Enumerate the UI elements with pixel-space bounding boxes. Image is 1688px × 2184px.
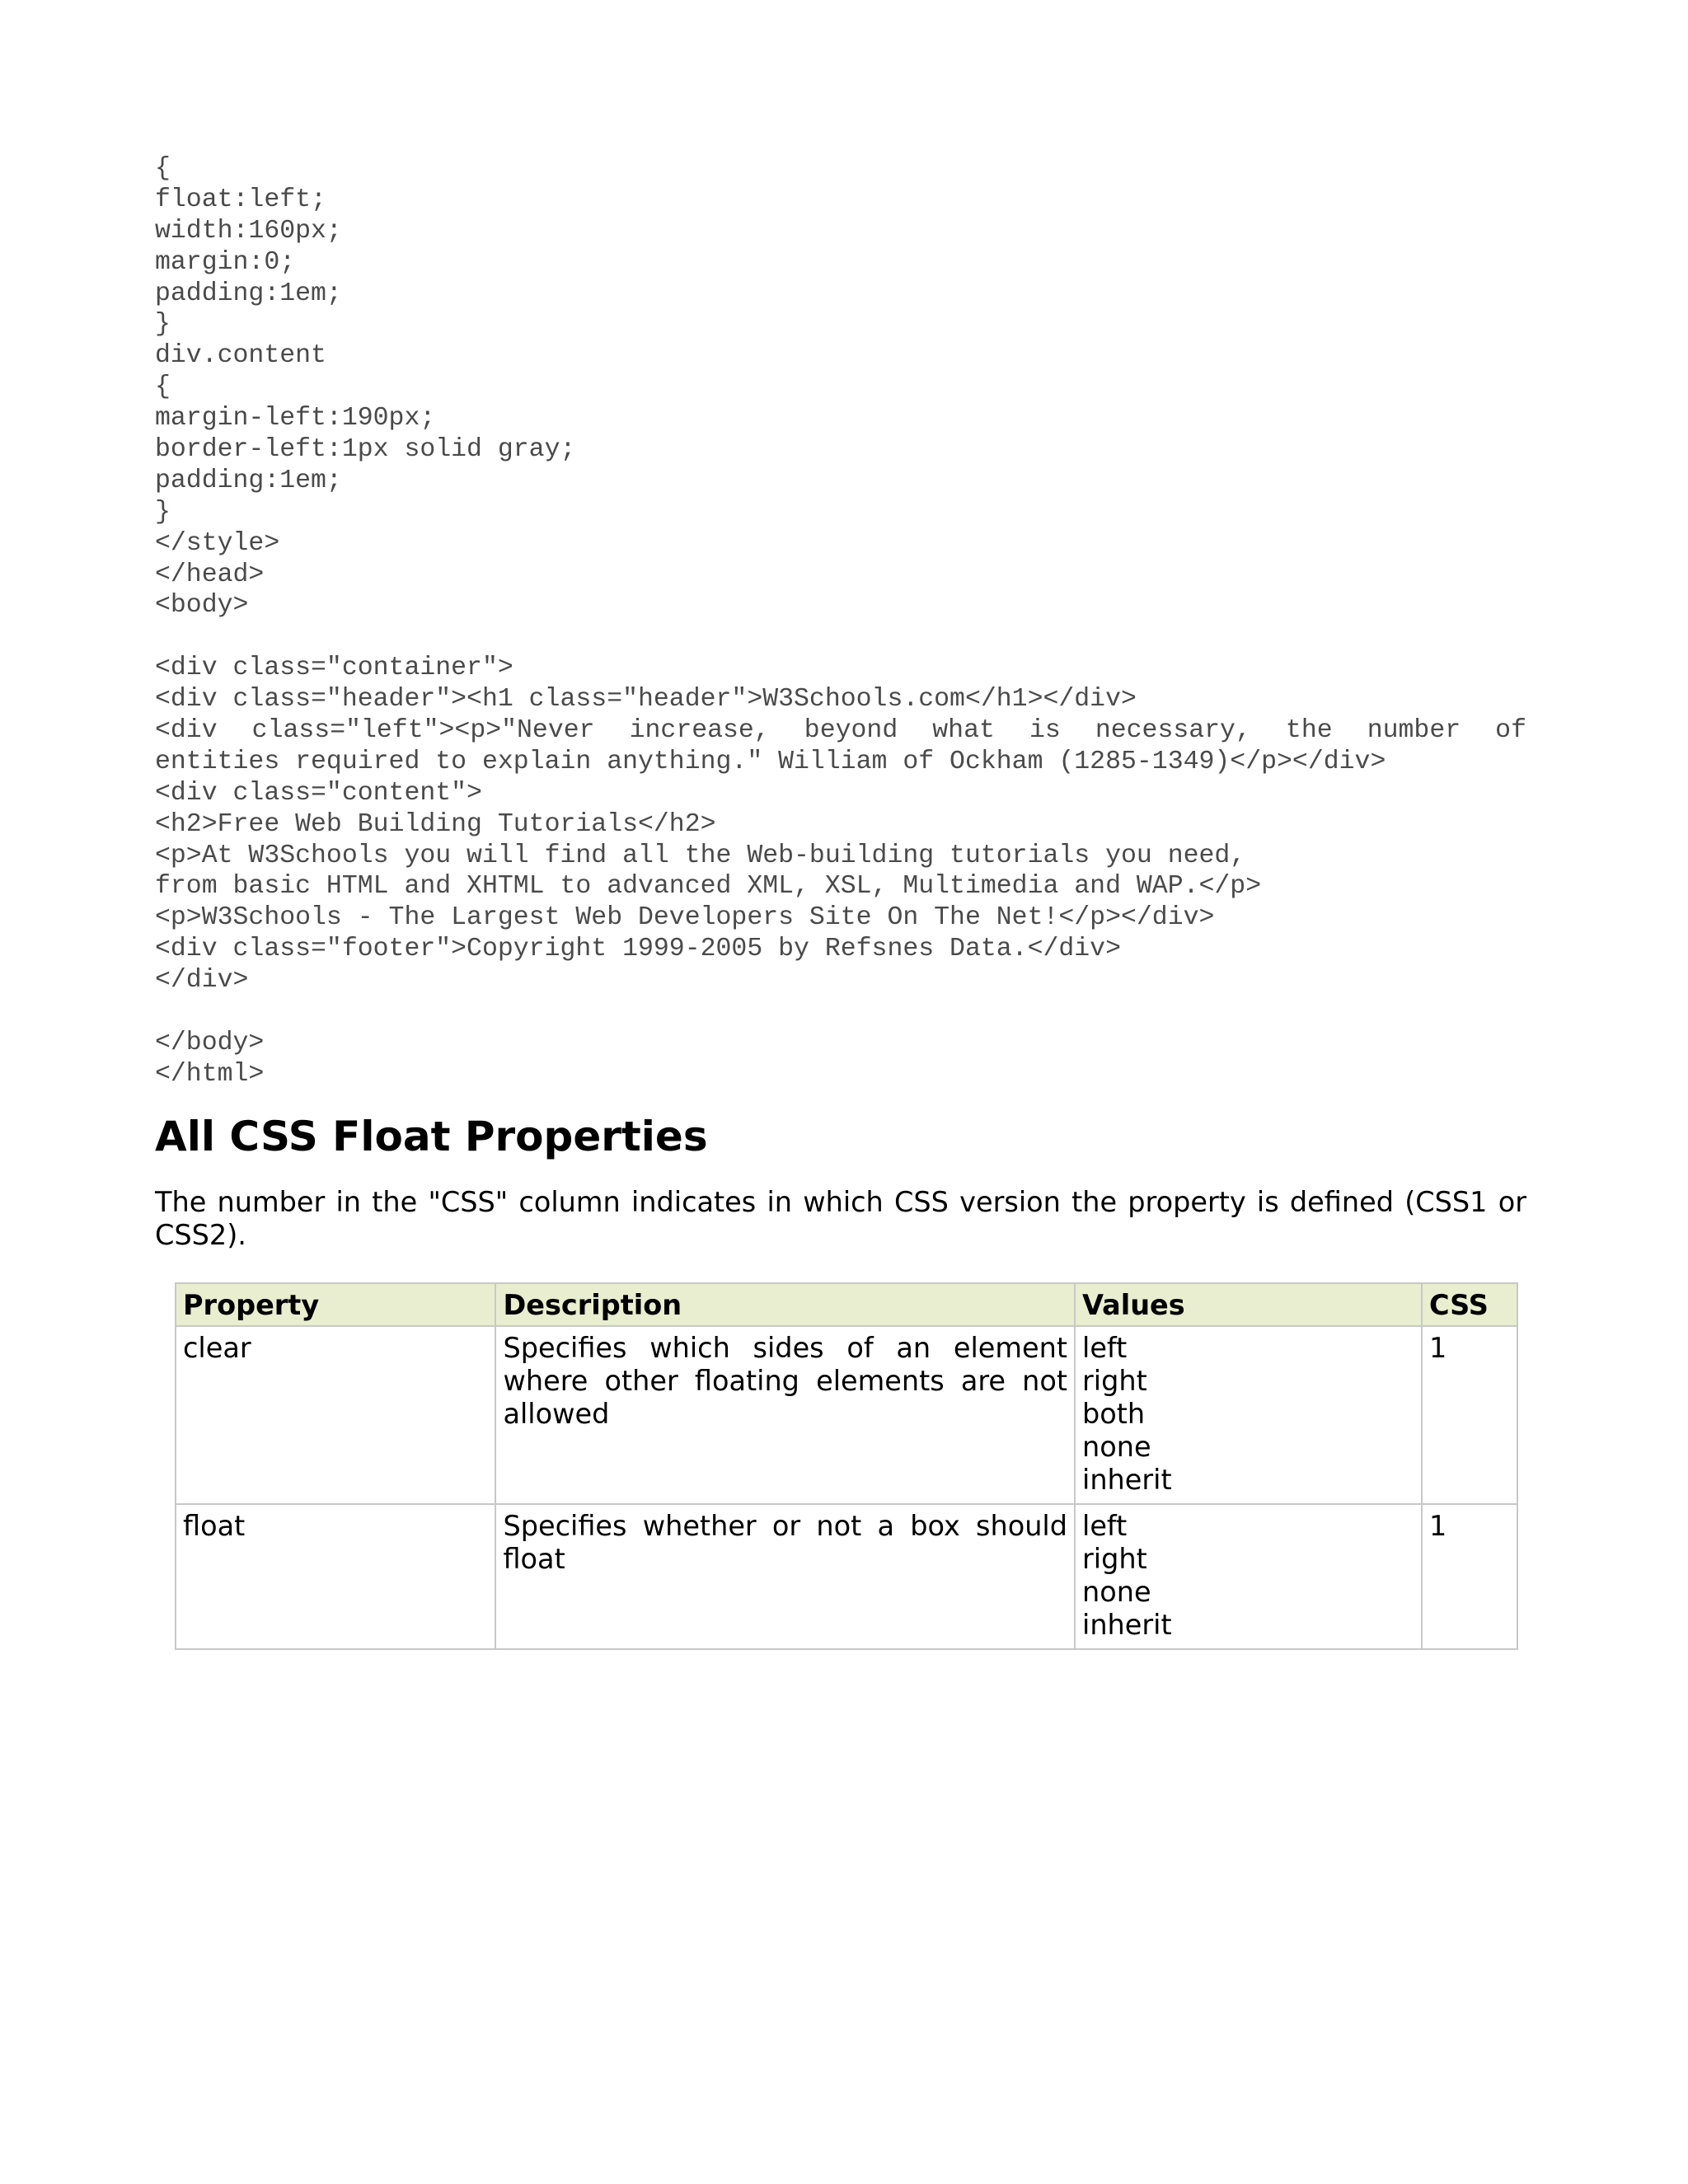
code-line: </head> [155, 560, 265, 589]
float-properties-table [175, 1282, 1518, 1650]
values-cell [1075, 1326, 1422, 1504]
code-line: <div class="footer">Copyright 1999-2005 by Refsnes Data.</div> [155, 935, 1121, 964]
value-item: inherit [1082, 1463, 1172, 1496]
code-line: margin-left:190px; [155, 404, 436, 434]
code-line: { [155, 373, 171, 402]
code-line: margin:0; [155, 247, 296, 277]
code-line: </html> [155, 1059, 265, 1089]
code-line: </style> [155, 528, 280, 558]
code-line: <p>W3Schools - The Largest Web Developers Site On The Net!</p></div> [155, 903, 1215, 933]
code-line: { [155, 154, 171, 183]
code-line: <div class="content"> [155, 778, 482, 808]
code-line: from basic HTML and XHTML to advanced XML, XSL, Multimedia and WAP.</p> [155, 872, 1262, 902]
code-line [155, 996, 1526, 1028]
description-cell: Specifies which sides of an element where other floating elements are not allowed [495, 1326, 1075, 1504]
document-page [155, 153, 1526, 1650]
code-line: <div class="header"><h1 class="header">W3Schools.com</h1></div> [155, 685, 1137, 715]
table-header-row [176, 1283, 1517, 1326]
code-line: float:left; [155, 185, 326, 214]
code-line: <body> [155, 591, 249, 621]
code-line: </body> [155, 1028, 265, 1057]
property-cell: float [176, 1504, 495, 1649]
value-item: left [1082, 1509, 1128, 1542]
code-line: } [155, 497, 171, 527]
code-line: padding:1em; [155, 466, 342, 495]
table-row [176, 1326, 1517, 1504]
value-item: none [1082, 1575, 1151, 1608]
values-cell [1075, 1504, 1422, 1649]
header-css: CSS [1422, 1283, 1517, 1326]
value-item: both [1082, 1397, 1146, 1430]
code-line: width:160px; [155, 216, 342, 246]
css-version-cell: 1 [1422, 1326, 1517, 1504]
code-line: <div class="container"> [155, 654, 513, 683]
header-property: Property [176, 1283, 495, 1326]
code-line: entities required to explain anything." William of Ockham (1285-1349)</p></div> [155, 747, 1386, 776]
code-line: <h2>Free Web Building Tutorials</h2> [155, 809, 716, 839]
code-line: <p>At W3Schools you will find all the Web-building tutorials you need, [155, 841, 1246, 870]
value-item: none [1082, 1430, 1151, 1463]
intro-paragraph: The number in the "CSS" column indicates in which CSS version the property is defined (CSS1 or CSS2). [155, 1185, 1526, 1251]
table-row [176, 1504, 1517, 1649]
header-values: Values [1075, 1283, 1422, 1326]
value-item: right [1082, 1364, 1147, 1397]
css-version-cell: 1 [1422, 1504, 1517, 1649]
code-line: padding:1em; [155, 279, 342, 308]
code-line: } [155, 310, 171, 340]
code-line: div.content [155, 341, 326, 371]
header-description: Description [495, 1283, 1075, 1326]
code-line: </div> [155, 966, 249, 996]
property-cell: clear [176, 1326, 495, 1504]
section-heading: All CSS Float Properties [155, 1112, 708, 1160]
description-cell: Specifies whether or not a box should float [495, 1504, 1075, 1649]
code-line: <div class="left"><p>"Never increase, beyond what is necessary, the number of [155, 716, 1526, 746]
value-item: right [1082, 1542, 1147, 1575]
code-listing [155, 153, 1526, 1090]
code-line: border-left:1px solid gray; [155, 435, 576, 465]
value-item: left [1082, 1331, 1128, 1364]
code-line [155, 621, 1526, 653]
value-item: inherit [1082, 1608, 1172, 1641]
